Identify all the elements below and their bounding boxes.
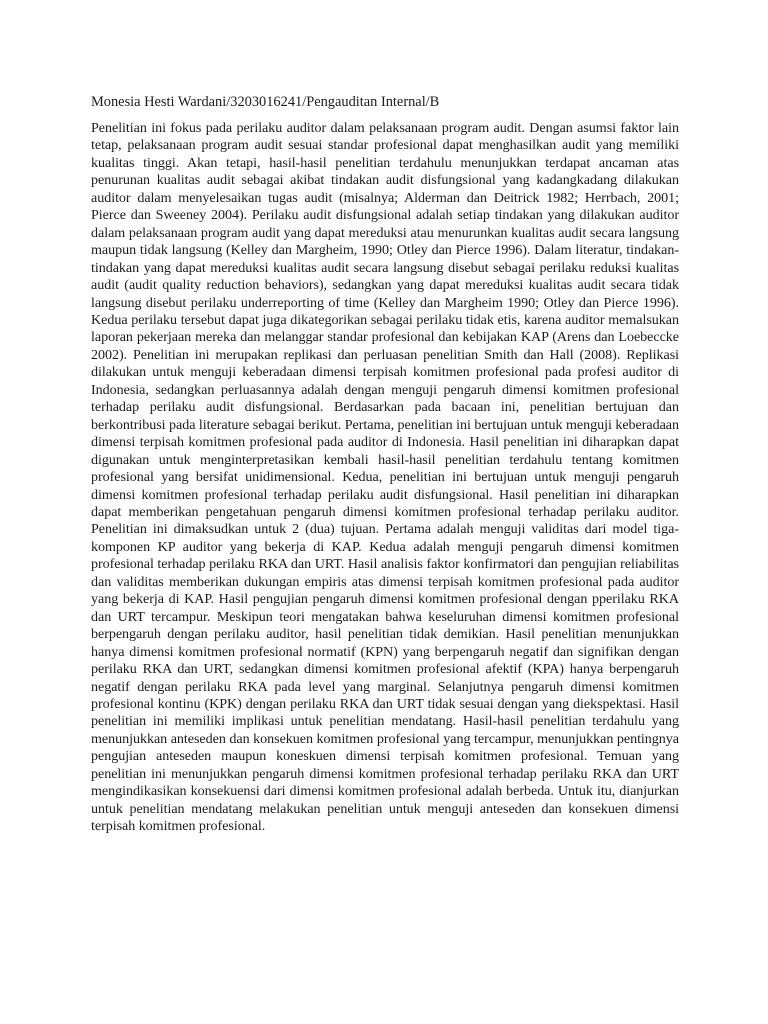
body-paragraph: Penelitian ini fokus pada perilaku auditor dalam pelaksanaan program audit. Dengan asumsi faktor lain tetap, pelaksanaan program audit sesuai standar profesional dapat menghasilkan audit yang memiliki kualitas tinggi. Akan tetapi, hasil-hasil penelitian terdahulu menunjukkan terdapat ancaman atas penurunan kualitas audit sebagai akibat tindakan audit disfungsional yang kadangkadang dilakukan auditor dalam menyelesaikan tugas audit (misalnya; Alderman dan Deitrick 1982; Herrbach, 2001; Pierce dan Sweeney 2004). Perilaku audit disfungsional adalah setiap tindakan yang dilakukan auditor dalam pelaksanaan program audit yang dapat mereduksi atau menurunkan kualitas audit secara langsung maupun tidak langsung (Kelley dan Margheim, 1990; Otley dan Pierce 1996). Dalam literatur, tindakan-tindakan yang dapat mereduksi kualitas audit secara langsung disebut sebagai perilaku reduksi kualitas audit (audit quality reduction behaviors), sedangkan yang dapat mereduksi kualitas audit secara tidak langsung disebut perilaku underreporting of time (Kelley dan Margheim 1990; Otley dan Pierce 1996). Kedua perilaku tersebut dapat juga dikategorikan sebagai perilaku tidak etis, karena auditor memalsukan laporan pekerjaan mereka dan melanggar standar profesional dan kebijakan KAP (Arens dan Loebeccke 2002). Penelitian ini merupakan replikasi dan perluasan penelitian Smith dan Hall (2008). Replikasi dilakukan untuk menguji keberadaan dimensi terpisah komitmen profesional pada profesi auditor di Indonesia, sedangkan perluasannya adalah dengan menguji pengaruh dimensi komitmen profesional terhadap perilaku audit disfungsional. Berdasarkan pada bacaan ini, penelitian bertujuan dan berkontribusi pada literature sebagai berikut. Pertama, penelitian ini bertujuan untuk menguji keberadaan dimensi terpisah komitmen profesional pada auditor di Indonesia. Hasil penelitian ini diharapkan dapat digunakan untuk menginterpretasikan kembali hasil-hasil penelitian terdahulu tentang komitmen profesional yang bersifat unidimensional. Kedua, penelitian ini bertujuan untuk menguji pengaruh dimensi komitmen profesional terhadap perilaku audit disfungsional. Hasil penelitian ini diharapkan dapat memberikan pengetahuan pengaruh dimensi komitmen profesional terhadap perilaku auditor. Penelitian ini dimaksudkan untuk 2 (dua) tujuan. Pertama adalah menguji validitas dari model tiga-komponen KP auditor yang bekerja di KAP. Kedua adalah menguji pengaruh dimensi komitmen profesional terhadap perilaku RKA dan URT. Hasil analisis faktor konfirmatori dan pengujian reliabilitas dan validitas memberikan dukungan empiris atas dimensi terpisah komitmen profesional pada auditor yang bekerja di KAP. Hasil pengujian pengaruh dimensi komitmen profesional dengan pperilaku RKA dan URT tercampur. Meskipun teori mengatakan bahwa keseluruhan dimensi komitmen profesional berpengaruh dengan perilaku auditor, hasil penelitian tidak demikian. Hasil penelitian menunjukkan hanya dimensi komitmen profesional normatif (KPN) yang berpengaruh negatif dan signifikan dengan perilaku RKA dan URT, sedangkan dimensi komitmen profesional afektif (KPA) hanya berpengaruh negatif dengan perilaku RKA pada level yang marginal. Selanjutnya pengaruh dimensi komitmen profesional kontinu (KPK) dengan perilaku RKA dan URT tidak sesuai dengan yang diekspektasi. Hasil penelitian ini memiliki implikasi untuk penelitian mendatang. Hasil-hasil penelitian terdahulu yang menunjukkan anteseden dan konsekuen komitmen profesional yang tercampur, menunjukkan pentingnya pengujian anteseden maupun koneskuen dimensi terpisah komitmen profesional. Temuan yang penelitian ini menunjukkan pengaruh dimensi komitmen profesional terhadap perilaku RKA dan URT mengindikasikan konsekuensi dari dimensi komitmen profesional adalah berbeda. Untuk itu, dianjurkan untuk penelitian mendatang melakukan penelitian untuk menguji anteseden dan konsekuen dimensi terpisah komitmen profesional.	[91, 120, 679, 835]
document-page	[91, 93, 679, 836]
document-heading: Monesia Hesti Wardani/3203016241/Pengauditan Internal/B	[91, 94, 440, 110]
